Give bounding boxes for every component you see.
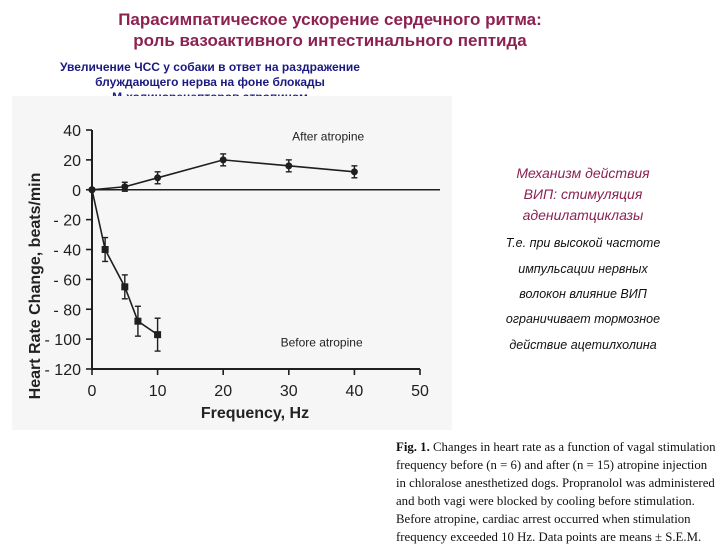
y-tick-label: - 20 [53, 212, 81, 230]
explanation-line-4: ограничивает тормозное [505, 312, 661, 326]
caption-line-2: frequency before (n = 6) and after (n = 15) atropine injection [396, 458, 708, 472]
explanation-line-1: Т.е. при высокой частоте [505, 236, 661, 250]
y-tick-label: - 80 [53, 302, 81, 320]
y-axis-label: Heart Rate Change, beats/min [27, 172, 44, 400]
x-tick-label: 20 [214, 383, 233, 400]
mechanism-heading-line-2: ВИП: стимуляция [523, 186, 643, 202]
slide-title-line-1: Парасимпатическое ускорение сердечного ритма: [118, 10, 542, 29]
data-point [154, 174, 161, 181]
data-point [285, 162, 292, 169]
slide-title-line-2: роль вазоактивного интестинального пептида [133, 31, 527, 50]
caption-line-5: Before atropine, cardiac arrest occurred when stimulation [396, 512, 691, 526]
chart-background [12, 96, 452, 430]
y-tick-label: 40 [63, 123, 81, 140]
explanation-line-5: действие ацетилхолина [509, 338, 657, 352]
caption-line-1 [396, 438, 716, 456]
data-point [121, 183, 128, 190]
data-point [89, 186, 96, 193]
caption-line-6: frequency exceeded 10 Hz. Data points are means ± S.E.M. [396, 530, 702, 544]
x-tick-label: 50 [411, 383, 429, 400]
mechanism-heading-line-1: Механизм действия [516, 165, 650, 181]
x-tick-label: 0 [87, 383, 97, 400]
before-atropine-label: Before atropine [280, 335, 363, 350]
x-tick-label: 40 [345, 383, 364, 400]
chart-subtitle-line-2: блуждающего нерва на фоне блокады [95, 75, 325, 89]
caption-line-3: in chloralose anesthetized dogs. Propranolol was administered [396, 476, 715, 490]
x-axis-label: Frequency, Hz [200, 405, 310, 422]
chart-subtitle-line-1: Увеличение ЧСС у собаки в ответ на раздражение [60, 60, 360, 74]
caption-text-1: Changes in heart rate as a function of vagal stimulation [432, 440, 716, 454]
explanation-line-3: волокон влияние ВИП [519, 287, 647, 301]
mechanism-heading-line-3: аденилатциклазы [522, 207, 644, 223]
y-tick-label: 20 [63, 152, 81, 170]
caption-line-4: and both vagi were blocked by cooling before stimulation. [396, 494, 695, 508]
y-tick-label: - 40 [53, 242, 81, 260]
data-point [121, 283, 128, 290]
y-tick-label: 0 [72, 182, 81, 200]
y-tick-label: - 60 [53, 272, 81, 290]
y-tick-label: - 120 [44, 362, 81, 379]
figure-caption [396, 438, 716, 546]
caption-fig-label: Fig. 1. [396, 440, 430, 454]
y-tick-label: - 100 [44, 332, 81, 350]
explanation-line-2: импульсации нервных [518, 262, 648, 276]
data-point [220, 156, 227, 163]
data-point [102, 246, 109, 253]
x-tick-label: 10 [148, 383, 167, 400]
data-point [134, 318, 141, 325]
after-atropine-label: After atropine [292, 129, 365, 144]
heart-rate-chart [12, 96, 452, 430]
x-tick-label: 30 [279, 383, 298, 400]
data-point [154, 331, 161, 338]
data-point [351, 168, 358, 175]
